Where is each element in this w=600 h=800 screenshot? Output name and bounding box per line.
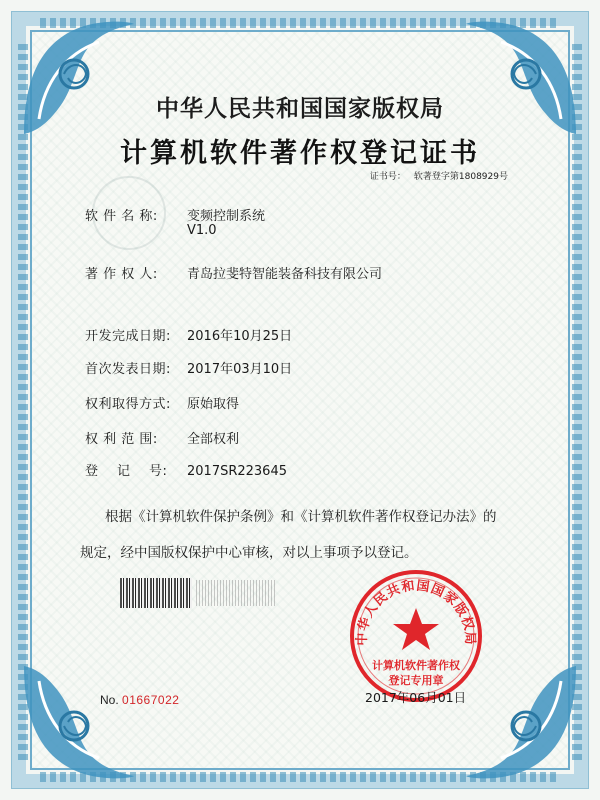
corner-ornament-icon [14, 656, 144, 786]
corner-ornament-icon [456, 14, 586, 144]
field-rights-scope [85, 428, 239, 447]
field-value: 2017年03月10日 [187, 362, 293, 377]
seal-arc-text: 中华人民共和国国家版权局 [354, 578, 478, 646]
field-label: 首次发表日期: [85, 362, 171, 377]
certificate-number-label: 证书号： [369, 172, 406, 182]
certificate-title: 计算机软件著作权登记证书 [120, 138, 480, 169]
field-label: 开发完成日期: [85, 329, 171, 344]
issuing-authority: 中华人民共和国国家版权局 [156, 96, 444, 122]
barcode-icon [120, 578, 192, 608]
field-label: 软 件 名 称: [85, 209, 158, 224]
certificate-number-value: 软著登字第1808929号 [413, 172, 508, 182]
seal-label-2: 登记专用章 [388, 674, 444, 687]
field-software-name [85, 205, 266, 238]
field-label: 权 利 范 围: [85, 432, 158, 447]
field-value: 2016年10月25日 [187, 329, 293, 344]
field-value: 2017SR223645 [187, 464, 287, 479]
field-registration-number [85, 460, 287, 479]
corner-ornament-icon [14, 14, 144, 144]
field-copyright-owner [85, 263, 382, 282]
field-label: 登 记 号: [85, 464, 168, 479]
field-publication-date [85, 358, 292, 377]
field-acquisition-method [85, 393, 239, 412]
field-value: 全部权利 [187, 432, 240, 447]
field-label: 著 作 权 人: [85, 267, 158, 282]
barcode-extension-icon [196, 580, 276, 606]
field-value: 青岛拉斐特智能装备科技有限公司 [187, 267, 383, 282]
statement-line-2: 规定，经中国版权保护中心审核，对以上事项予以登记。 [80, 545, 418, 561]
field-value: 原始取得 [187, 397, 240, 412]
certificate-number [370, 169, 508, 182]
serial-label: No. [100, 693, 119, 707]
statement-line-1: 根据《计算机软件保护条例》和《计算机软件著作权登记办法》的 [105, 509, 497, 525]
seal-label-1: 计算机软件著作权 [372, 659, 460, 672]
field-label: 权利取得方式: [85, 397, 171, 412]
field-value: 变频控制系统 [187, 209, 266, 224]
field-completion-date [85, 325, 292, 344]
serial-number [100, 693, 179, 707]
issue-date: 2017年06月01日 [365, 690, 467, 705]
serial-value: 01667022 [122, 693, 180, 707]
field-version: V1.0 [187, 223, 217, 238]
